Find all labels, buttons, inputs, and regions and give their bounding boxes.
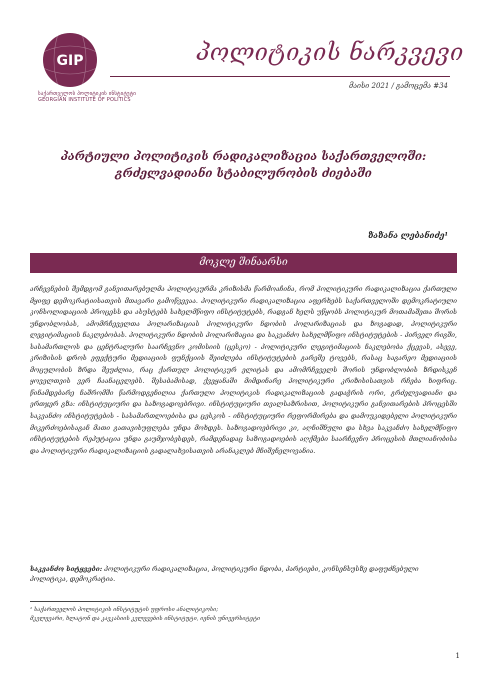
abstract-body: არჩევნების შემდგომ განვითარებულმა პოლიტიკურმა კრიზისმა წარმოაჩინა, რომ პოლიტიკური რადიკალიზაცია ქართული მყიფე დემოკრატიისათვის მთავარი გამოწვევაა. პოლიტიკური რადიკალიზაცია აფერხებს საქართველოში დემოკრატიული კონსოლიდაციის პროცესს და ასუსტებს სახელმწიფო ინსტიტუტებს, რადგან ხელს უწყობს პოლიტიკურ მოთამაშეთა შორის უნდობლობას, ამომრჩეველთა პოლარიზაციას პოლიტიკური ნდობის პოლარიზაციას და ზოგადად, პოლიტიკური ლეგიტიმაციის ნაკლებობას. პოლიტიკური ნდობის პოლარიზაცია და საკვანძო სახელმწიფო ინსტიტუტების - პირველ რიგში, სასამართლოს და ცენტრალური საარჩევნო კომისიის (ცესკო) - პოლიტიკური ლეგიტიმაციის ნაკლებობა ქცევას, ასევე, კრიზისის დროს ეფექტური მედიაციის ფუნქციის შეიძლება ინსტიტუტების გარეშე ტოვებს, რასაც საგარეო მედიაციის მოცულობის ზრდა შეუძლია, რაც ქართულ პოლიტიკურ ელიტას და ამომრჩეველს შორის უნდობლობის ზრდისკენ ყოველთვის ვერ ჩაანაცვლებს. შესაბამისად, ქვეყანაში მიმდინარე პოლიტიკური კრიზისისათვის რჩება ხიფრიც. წინამდებარე ნაშრომში წარმოდგენილია ქართული პოლიტიკის რადიკალიზაციის გადაჭრის ორი, გრძელვადიანი და ერთჯერ გზა: ინსტიტუციური და საზოგადოებრივი. ინსტიტუციური თვალსაზრისით, პოლიტიკური განვითარების პროცესში საკვანძო ინსტიტუტების - სასამართლოებისა და ცესკოს - ინსტიტუციური რეფორმირება და დამოუკიდებელი პოლიტიკური მიკერძოებისაგან მათი გათავისუფლება უნდა მოხდეს. საზოგადოებრივი კი, აღნიშნული და სხვა საკვანძო სახელმწიფო ინსტიტუტების რეპუტაცია უნდა გაუმჯობესდეს, რამდენადაც საზოგადოების აღქმები საარჩევნო პროცესის მთლიანობისა და პოლიტიკური რადიკალიზაციის გადალახვისათვის არანაკლებ მნიშვნელოვანია. (30, 285, 457, 455)
logo-text: GIP (56, 53, 84, 69)
page-number: 1 (455, 652, 460, 660)
gip-logo-icon (38, 30, 102, 90)
keywords-text: პოლიტიკური რადიკალიზაცია, პოლიტიკური ნდობა, პარტიები, კონსენსუსზე დაფუძნებული პოლიტიკა, დემოკრატია. (30, 565, 419, 583)
footnote-line-2: მკვლევარი, ხლატონ და კავკასიის კვლევების ინსტიტუტი, იენის უნივერსიტეტი (30, 616, 261, 622)
footnote-line-1: ¹ საქართველოს პოლიტიკის ინსტიტუტის უფროსი ანალიტიკოსი; (30, 607, 219, 613)
issue-info: მაისი 2021 / გამოცემა #34 (349, 82, 448, 90)
institute-name (38, 91, 158, 103)
footnote (30, 606, 450, 624)
keywords-label: საკვანძო სიტყვები: (30, 565, 103, 573)
header-divider (110, 76, 450, 77)
institute-name-ka: საქართველოს პოლიტიკის ინსტიტუტი (38, 91, 136, 97)
gip-logo (38, 30, 102, 90)
keywords (30, 564, 457, 584)
abstract-heading: მოკლე შინაარსი (30, 253, 457, 273)
author-name: ზაზანა ლებანიძე¹ (367, 230, 448, 240)
institute-name-en: GEORGIAN INSTITUTE OF POLITICS (38, 97, 131, 103)
series-title: პოლიტიკის ნარკვევი (196, 40, 464, 66)
paper-title: პარტიული პოლიტიკის რადიკალიზაცია საქართველოში: გრძელვადიანი სტაბილურობის ძიებაში (60, 149, 427, 180)
footnote-divider (30, 601, 140, 602)
